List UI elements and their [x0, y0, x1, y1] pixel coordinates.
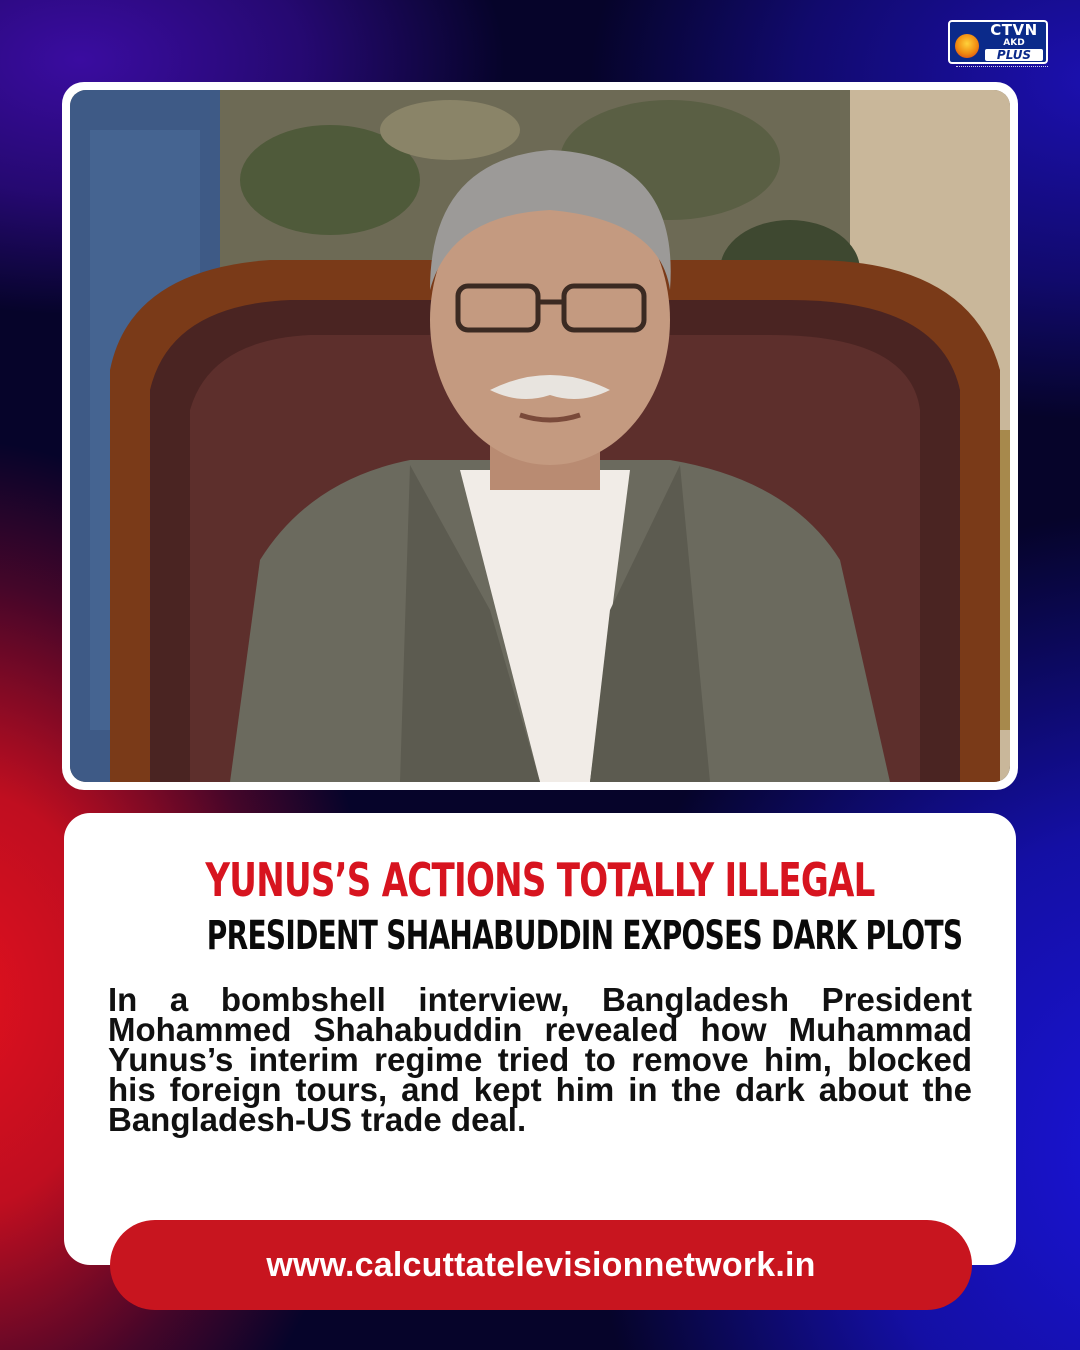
- website-link[interactable]: [110, 1220, 972, 1310]
- subheadline: PRESIDENT SHAHABUDDIN EXPOSES DARK PLOTS: [206, 913, 963, 959]
- logo-line3: PLUS: [985, 49, 1043, 61]
- logo-line2: AKD: [1003, 38, 1025, 48]
- logo-line1: CTVN: [990, 21, 1038, 39]
- portrait-illustration: [70, 90, 1010, 782]
- website-url[interactable]: www.calcuttatelevisionnetwork.in: [266, 1245, 816, 1284]
- article-body: In a bombshell interview, Bangladesh President Mohammed Shahabuddin revealed how Muhammad Yunus’s interim regime tried to remove him, blocked his foreign tours, and kept him in the dark about the Bangladesh-US trade deal.: [108, 981, 972, 1138]
- logo-wordmark: [982, 20, 1048, 64]
- photo-frame: [62, 82, 1018, 790]
- logo-tagline: [956, 66, 1048, 72]
- headline: YUNUS’S ACTIONS TOTALLY ILLEGAL: [205, 853, 875, 907]
- article-card: [64, 813, 1016, 1265]
- channel-logo: [948, 20, 1048, 80]
- news-photo: [70, 90, 1010, 782]
- sun-emblem-icon: [948, 20, 986, 64]
